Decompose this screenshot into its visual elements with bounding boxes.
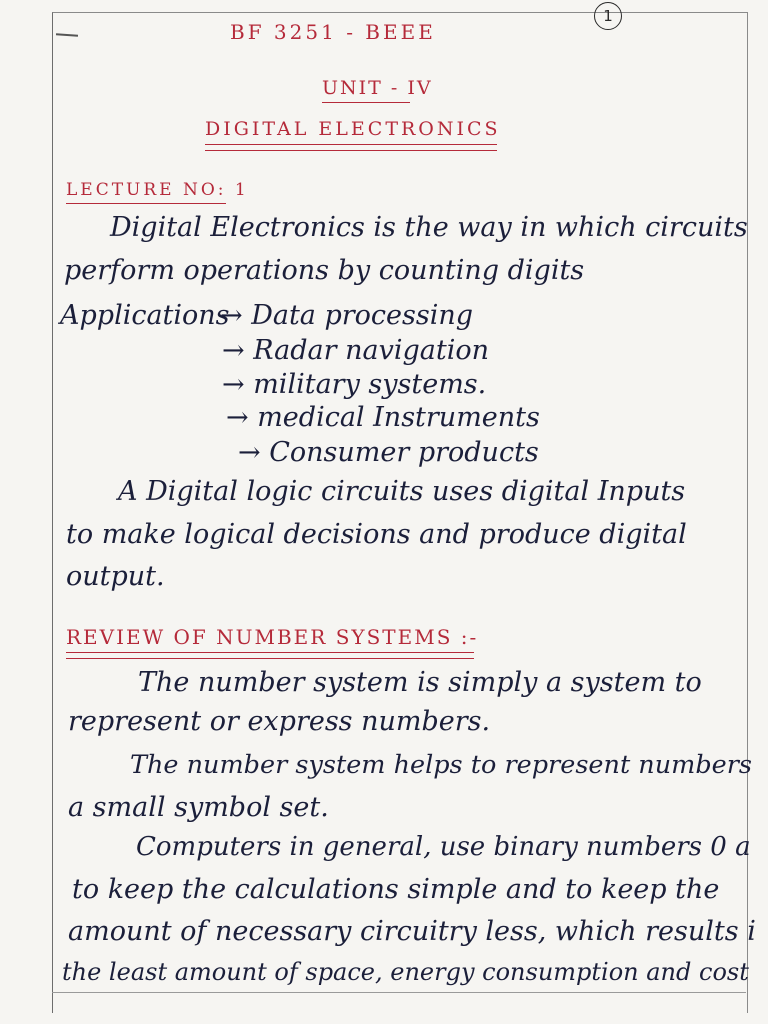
application-item: → Consumer products <box>238 437 539 468</box>
subject-heading: DIGITAL ELECTRONICS <box>205 118 501 140</box>
subject-underline-1 <box>205 144 497 145</box>
page-number-circle: 1 <box>594 2 622 30</box>
logic-line-1: A Digital logic circuits uses digital Inputs <box>118 476 686 507</box>
intro-line-2: perform operations by counting digits <box>64 255 585 286</box>
number-line-5: Computers in general, use binary numbers 0 a <box>136 832 751 862</box>
number-line-6: to keep the calculations simple and to keep the <box>72 874 720 905</box>
section-heading: REVIEW OF NUMBER SYSTEMS :- <box>66 625 479 649</box>
subject-underline-2 <box>205 150 497 151</box>
section-underline-2 <box>66 658 474 659</box>
number-line-3: The number system helps to represent numbers <box>130 750 753 780</box>
application-item: → military systems. <box>222 369 487 400</box>
unit-underline <box>322 102 410 103</box>
course-code: BF 3251 - BEEE <box>230 20 436 44</box>
number-line-1: The number system is simply a system to <box>138 667 702 698</box>
logic-line-2: to make logical decisions and produce digital <box>66 519 687 550</box>
application-item: → Radar navigation <box>222 335 490 366</box>
page-bottom-rule <box>52 992 746 993</box>
number-line-8: the least amount of space, energy consumption and cost <box>62 958 749 986</box>
number-line-2: represent or express numbers. <box>68 706 491 737</box>
notebook-page <box>52 12 748 1013</box>
number-line-7: amount of necessary circuitry less, which results i <box>68 916 756 947</box>
section-underline-1 <box>66 652 474 653</box>
application-item: → Data processing <box>220 300 474 331</box>
number-line-4: a small symbol set. <box>68 792 329 823</box>
intro-line-1: Digital Electronics is the way in which circuits <box>110 212 748 243</box>
applications-label: Applications <box>60 300 230 331</box>
application-item: → medical Instruments <box>226 402 540 433</box>
logic-line-3: output. <box>66 561 165 592</box>
lecture-label: LECTURE NO: 1 <box>66 180 249 200</box>
lecture-underline <box>66 203 226 204</box>
unit-heading: UNIT - IV <box>322 77 433 99</box>
